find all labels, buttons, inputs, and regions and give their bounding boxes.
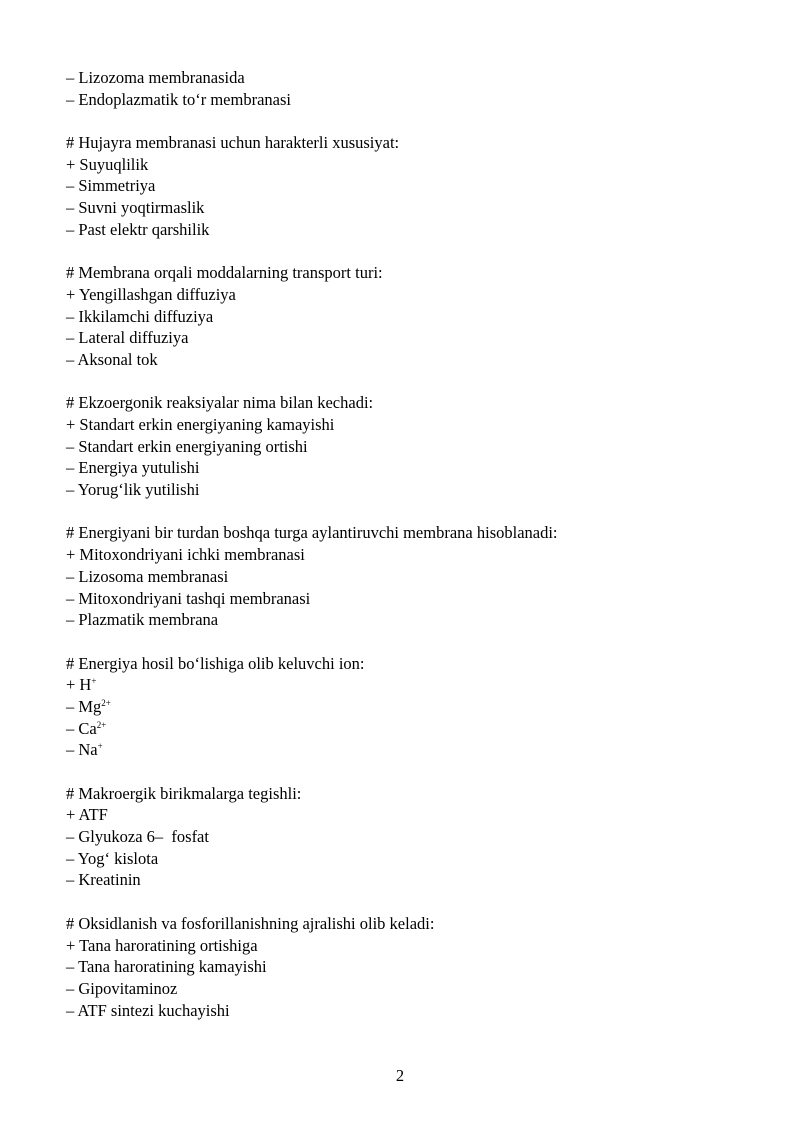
answer-option: – Mitoxondriyani tashqi membranasi [66,588,311,608]
ion-charge: 2+ [101,697,111,708]
spacer [66,501,746,523]
answer-option: – Gipovitaminoz [66,978,178,998]
answer-option-correct: + Tana haroratining ortishiga [66,935,258,955]
answer-option [66,696,746,718]
answer-option [66,739,746,761]
answer-option-correct: + Standart erkin energiyaning kamayishi [66,415,335,434]
answer-option-correct: + ATF [66,805,108,825]
spacer [66,371,746,393]
option-text: – Na [66,740,98,760]
answer-option: – Yorug‘lik yutilishi [66,480,200,500]
question-text: # Ekzoergonik reaksiyalar nima bilan kechadi: [66,393,374,413]
answer-option: – Simmetriya [66,176,156,196]
answer-option-correct: + Mitoxondriyani ichki membranasi [66,545,305,565]
answer-option: – Energiya yutulishi [66,458,200,478]
answer-option: – Standart erkin energiyaning ortishi [66,436,308,456]
page-content [66,67,746,1021]
spacer [66,761,746,783]
spacer [66,241,746,263]
answer-option: – Tana haroratining kamayishi [66,957,267,977]
answer-option: – Ikkilamchi diffuziya [66,306,214,326]
answer-option: – Kreatinin [66,870,141,890]
answer-option-correct [66,674,746,696]
option-text: – Ca [66,718,97,738]
spacer [66,891,746,913]
spacer [66,631,746,653]
answer-option: – Suvni yoqtirmaslik [66,198,205,218]
answer-option: – Past elektr qarshilik [66,219,210,239]
answer-option: – ATF sintezi kuchayishi [66,1000,230,1020]
answer-option: – Lateral diffuziya [66,328,189,348]
question-text: # Oksidlanish va fosforillanishning ajralishi olib keladi: [66,913,435,933]
option-text: – Mg [66,696,102,716]
question-text: # Makroergik birikmalarga tegishli: [66,783,302,803]
answer-option: – Lizozoma membranasida [66,68,245,87]
answer-option-correct: + Yengillashgan diffuziya [66,284,236,304]
answer-option: – Yog‘ kislota [66,848,159,868]
answer-option: – Glyukoza 6– fosfat [66,827,209,847]
question-text: # Energiyani bir turdan boshqa turga aylantiruvchi membrana hisoblanadi: [66,523,558,543]
option-text: + H [66,675,92,695]
ion-charge: + [97,741,103,752]
answer-option-correct: + Suyuqlilik [66,154,149,174]
answer-option: – Aksonal tok [66,349,158,369]
ion-charge: + [91,676,97,687]
page-number: 2 [395,1066,405,1085]
answer-option: – Plazmatik membrana [66,610,219,630]
answer-option [66,718,746,740]
spacer [66,110,746,132]
answer-option: – Endoplazmatik to‘r membranasi [66,89,291,109]
ion-charge: 2+ [96,719,107,730]
question-text: # Membrana orqali moddalarning transport turi: [66,263,383,283]
question-text: # Energiya hosil bo‘lishiga olib keluvchi ion: [66,653,365,673]
answer-option: – Lizosoma membranasi [66,566,229,586]
question-text: # Hujayra membranasi uchun harakterli xususiyat: [66,133,400,153]
